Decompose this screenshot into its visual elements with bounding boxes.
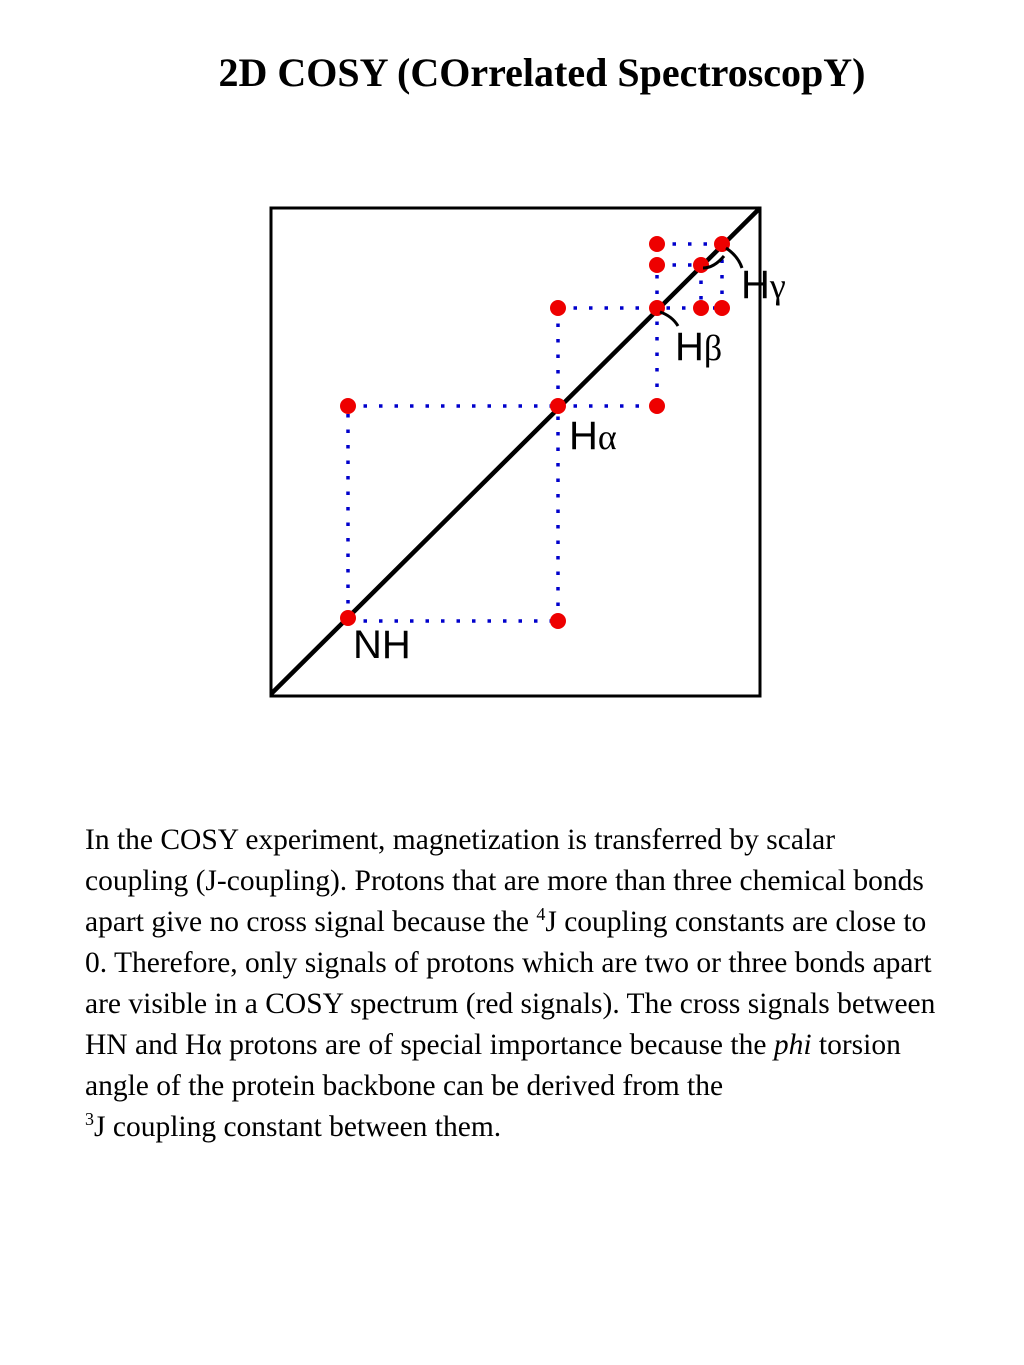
diagonal-peak-hg2: [693, 257, 709, 273]
label-ha: [569, 414, 617, 458]
cross-peak-hb-hg: [714, 300, 730, 316]
page-title: 2D COSY (COrrelated SpectroscopY): [218, 50, 866, 95]
paragraph-part-2: J coupling constants are close to 0. Therefore, only signals of protons which are two or three bonds apart are visible in a COSY spectrum (red signals). The cross signals between HN and H: [85, 906, 936, 1061]
label-hb-greek: β: [703, 328, 723, 368]
paragraph-greek-alpha: α: [206, 1029, 222, 1061]
paragraph-part-4: torsion angle of the protein backbone can be derived from the: [85, 1029, 901, 1102]
cosy-diagram: [262, 198, 802, 708]
paragraph-part-5: J coupling constant between them.: [94, 1111, 502, 1143]
diagonal-peak-ha: [550, 398, 566, 414]
superscript-3: 3: [85, 1109, 94, 1129]
cross-peak-hb-hg2: [693, 300, 709, 316]
cross-peak-ha-nh: [340, 398, 356, 414]
superscript-4: 4: [536, 904, 546, 924]
label-ha-base: H: [569, 414, 598, 458]
paragraph-part-1: In the COSY experiment, magnetization is transferred by scalar coupling (J-coupling). Protons that are more than three chemical bonds apart give no cross signal because the: [85, 824, 924, 938]
label-nh: NH: [353, 623, 411, 667]
label-hb: [675, 325, 722, 369]
cross-peak-hg-hb: [649, 236, 665, 252]
paragraph-italic-phi: phi: [773, 1029, 812, 1061]
label-hb-base: H: [675, 325, 704, 369]
cosy-spectrum-svg: [262, 198, 802, 708]
cross-peak-hg2-hb: [649, 257, 665, 273]
label-ha-greek: α: [597, 417, 617, 457]
description-paragraph: [85, 820, 945, 1148]
cross-peak-nh-ha: [550, 613, 566, 629]
paragraph-part-3: protons are of special importance because the: [221, 1029, 774, 1061]
cross-peak-hb-ha: [550, 300, 566, 316]
label-hg-greek: γ: [769, 266, 786, 306]
label-hg-base: H: [741, 263, 770, 307]
cross-peak-ha-hb: [649, 398, 665, 414]
label-hg: [741, 263, 786, 307]
